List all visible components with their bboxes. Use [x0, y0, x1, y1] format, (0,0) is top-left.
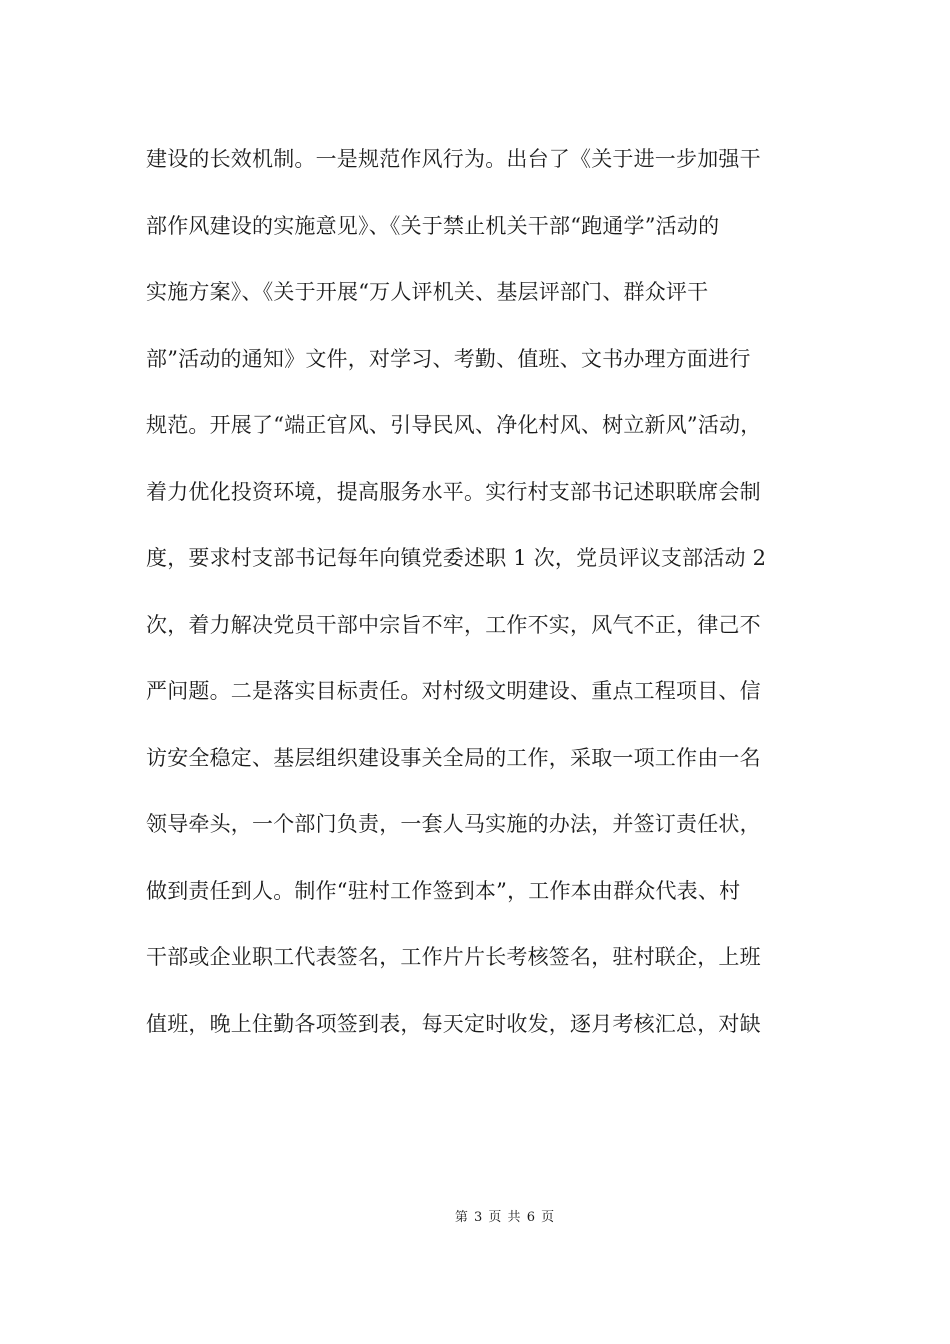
body-text [146, 126, 816, 1057]
text-line: 次，着力解决党员干部中宗旨不牢，工作不实，风气不正，律己不 [146, 612, 761, 637]
text-line: 着力优化投资环境，提高服务水平。实行村支部书记述职联席会制 [146, 479, 761, 504]
text-line: 规范。开展了“端正官风、引导民风、净化村风、树立新风”活动， [146, 413, 762, 437]
text-line: 做到责任到人。制作“驻村工作签到本”，工作本由群众代表、村 [146, 878, 741, 903]
page-footer-number: 第 3 页 共 6 页 [454, 1210, 556, 1225]
text-line: 干部或企业职工代表签名，工作片片长考核签名，驻村联企，上班 [146, 945, 761, 969]
text-line: 建设的长效机制。一是规范作风行为。出台了《关于进一步加强干 [146, 147, 761, 171]
text-line: 实施方案》、《关于开展“万人评机关、基层评部门、群众评干 [146, 280, 709, 304]
text-line: 严问题。二是落实目标责任。对村级文明建设、重点工程项目、信 [146, 679, 761, 703]
text-line: 度，要求村支部书记每年向镇党委述职 1 次，党员评议支部活动 2 [146, 546, 767, 570]
text-line: 值班，晚上住勤各项签到表，每天定时收发，逐月考核汇总，对缺 [146, 1011, 761, 1036]
text-line: 访安全稳定、基层组织建设事关全局的工作，采取一项工作由一名 [146, 745, 761, 770]
text-line: 部作风建设的实施意见》、《关于禁止机关干部“跑通学”活动的 [146, 213, 720, 238]
text-line: 部”活动的通知》文件，对学习、考勤、值班、文书办理方面进行 [146, 346, 751, 371]
text-line: 领导牵头，一个部门负责，一套人马实施的办法，并签订责任状， [146, 812, 761, 836]
